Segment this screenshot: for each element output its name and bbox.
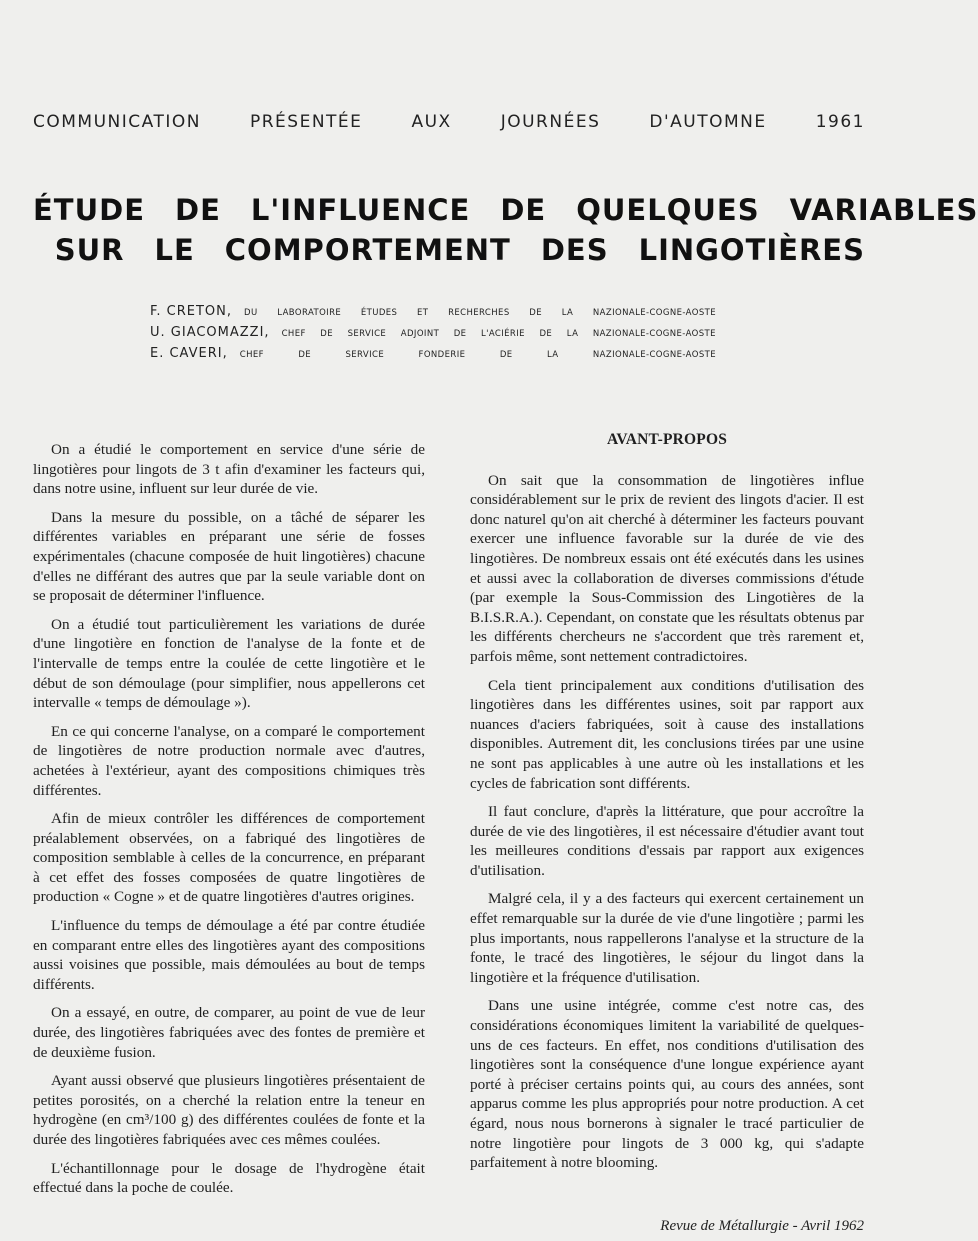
title-word: SUR [54, 233, 125, 267]
title-line-1 [33, 190, 978, 230]
affiliation-word: ADJOINT [400, 329, 440, 339]
paragraph: Malgré cela, il y a des facteurs qui exercent certainement un effet remarquable sur la durée de vie d'une lingotière ; parmi les plus importants, nous rappellerons l'analyse et la structure de la fonte, le tracé des lingotières, le séjour du lingot dans la lingotière et la fréquence d'utilisation. [470, 890, 864, 986]
affiliation-word: LA [561, 308, 574, 318]
affiliation-word: NAZIONALE-COGNE-AOSTE [592, 329, 716, 339]
author-row [150, 346, 716, 367]
paragraph: On a essayé, en outre, de comparer, au point de vue de leur durée, des lingotières fabriquées avec des fontes de première et de deuxième fusion. [33, 1004, 425, 1061]
author-affiliation [282, 329, 716, 339]
author-row [150, 304, 716, 325]
affiliation-word: LA [566, 329, 579, 339]
affiliation-word: CHEF [281, 329, 306, 339]
paragraph: Ayant aussi observé que plusieurs lingotières présentaient de petites porosités, on a cherché la relation entre la teneur en hydrogène (en cm³/100 g) des différentes coulées de fonte et la durée des lingotières fabriquées avec ces mêmes coulées. [33, 1072, 425, 1148]
author-name: E. CAVERI, [150, 346, 228, 361]
title-word: LE [154, 233, 195, 267]
affiliation-word: LABORATOIRE [277, 308, 342, 318]
title-word: DE [500, 193, 547, 227]
paragraph: Cela tient principalement aux conditions d'utilisation des lingotières dans les différentes usines, soit par rapport aux nuances d'aciers fabriquées, soit à cause des installations disponibles. Autrement dit, les conclusions tirées par une usine ne sont pas applicables à une autre où les installations et les cycles de fabrication sont différents. [470, 676, 864, 792]
affiliation-word: FONDERIE [418, 350, 466, 360]
journal-footer: Revue de Métallurgie - Avril 1962 [660, 1218, 864, 1234]
paragraph: On a étudié tout particulièrement les variations de durée d'une lingotière en fonction de l'analyse de la fonte et de l'intervalle de temps entre la coulée de cette lingotière et le début de son démoulage (pour simplifier, nous appellerons cet intervalle « temps de démoulage »). [33, 615, 425, 712]
affiliation-word: DE [298, 350, 312, 360]
affiliation-word: L'ACIÉRIE [480, 329, 525, 339]
section-heading-avant-propos: AVANT-PROPOS [606, 431, 728, 448]
author-list [150, 304, 716, 367]
title-word: L'INFLUENCE [250, 193, 471, 227]
right-column [470, 430, 864, 1182]
affiliation-word: SERVICE [345, 350, 385, 360]
header-word: AUX [411, 112, 452, 132]
title-word: DE [175, 193, 221, 227]
title-word: DES [540, 233, 609, 267]
affiliation-word: DU [244, 308, 258, 318]
affiliation-word: DE [453, 329, 467, 339]
title-line-2 [33, 230, 865, 270]
affiliation-word: ET [417, 308, 429, 318]
author-affiliation [244, 308, 716, 318]
affiliation-word: DE [539, 329, 553, 339]
affiliation-word: RECHERCHES [448, 308, 510, 318]
article-title [33, 190, 978, 270]
affiliation-word: NAZIONALE-COGNE-AOSTE [592, 308, 716, 318]
header-word: PRÉSENTÉE [249, 112, 363, 132]
paragraph: Afin de mieux contrôler les différences de comportement préalablement observées, on a fabriqué des lingotières de composition semblable à celles de la concurrence, en préparant à cet effet des fosses composées de quatre lingotières de production « Cogne » et de quatre lingotières d'autres origines. [33, 810, 425, 906]
paragraph: L'influence du temps de démoulage a été par contre étudiée en comparant entre elles des lingotières ayant des compositions aussi voisines que possible, mais démoulées au bout de temps différents. [33, 917, 425, 993]
affiliation-word: DE [320, 329, 334, 339]
communication-header [33, 112, 865, 132]
affiliation-word: DE [499, 350, 513, 360]
paragraph: L'échantillonnage pour le dosage de l'hydrogène était effectué dans la poche de coulée. [33, 1159, 425, 1197]
paragraph: Dans la mesure du possible, on a tâché de séparer les différentes variables en préparant une série de fosses expérimentales (chacune composée de huit lingotières) chacune d'elles ne différant des autres que par la seule variable dont on se proposait de déterminer l'influence. [33, 508, 425, 605]
affiliation-word: DE [529, 308, 543, 318]
author-name: F. CRETON, [150, 304, 233, 319]
paragraph: Dans une usine intégrée, comme c'est notre cas, des considérations économiques limitent la variabilité de quelques-uns de ces facteurs. En effet, nos conditions d'utilisation des lingotières sont la conséquence d'une longue expérience ayant porté à préciser certains points qui, au cours des années, sont apparus comme les plus appropriés pour notre production. A cet égard, nous nous bornerons à signaler le tracé particulier de notre lingotière pour lingots de 3 000 kg, qui s'adapte parfaitement à notre blooming. [470, 997, 864, 1172]
header-word: COMMUNICATION [33, 112, 201, 132]
paragraph: On a étudié le comportement en service d'une série de lingotières pour lingots de 3 t afin d'examiner les facteurs qui, dans notre usine, influent sur leur durée de vie. [33, 441, 425, 498]
author-affiliation [240, 350, 716, 360]
author-name: U. GIACOMAZZI, [150, 325, 270, 340]
paragraph: On sait que la consommation de lingotières influe considérablement sur le prix de revient des lingots d'acier. Il est donc naturel qu'on ait cherché à déterminer les facteurs pouvant exercer une influence favorable sur la durée de vie des lingotières. De nombreux essais ont été exécutés dans les usines et aussi avec la collaboration de diverses commissions d'étude (par exemple la Sous-Commission des Lingotières de la B.I.S.R.A.). Cependant, on constate que les résultats obtenus par les différents chercheurs ne s'accordent que très rarement et, parfois même, sont nettement contradictoires. [470, 471, 864, 665]
affiliation-word: ÉTUDES [360, 308, 398, 318]
title-word: ÉTUDE [33, 193, 146, 227]
left-column [33, 440, 425, 1207]
title-word: QUELQUES [576, 193, 760, 227]
header-word: D'AUTOMNE [649, 112, 767, 132]
affiliation-word: CHEF [239, 350, 264, 360]
affiliation-word: SERVICE [347, 329, 387, 339]
title-word: COMPORTEMENT [224, 233, 511, 267]
header-word: 1961 [815, 112, 865, 132]
author-row [150, 325, 716, 346]
title-word: LINGOTIÈRES [638, 233, 865, 267]
title-word: VARIABLES [789, 193, 978, 227]
affiliation-word: LA [546, 350, 559, 360]
header-word: JOURNÉES [500, 112, 601, 132]
affiliation-word: NAZIONALE-COGNE-AOSTE [592, 350, 716, 360]
paragraph: En ce qui concerne l'analyse, on a comparé le comportement de lingotières de notre production normale avec d'autres, achetées à l'extérieur, ayant des compositions chimiques très différentes. [33, 722, 425, 799]
paragraph: Il faut conclure, d'après la littérature, que pour accroître la durée de vie des lingotières, il est nécessaire d'étudier avant tout les meilleures conditions d'essais par rapport aux exigences d'utilisation. [470, 803, 864, 879]
